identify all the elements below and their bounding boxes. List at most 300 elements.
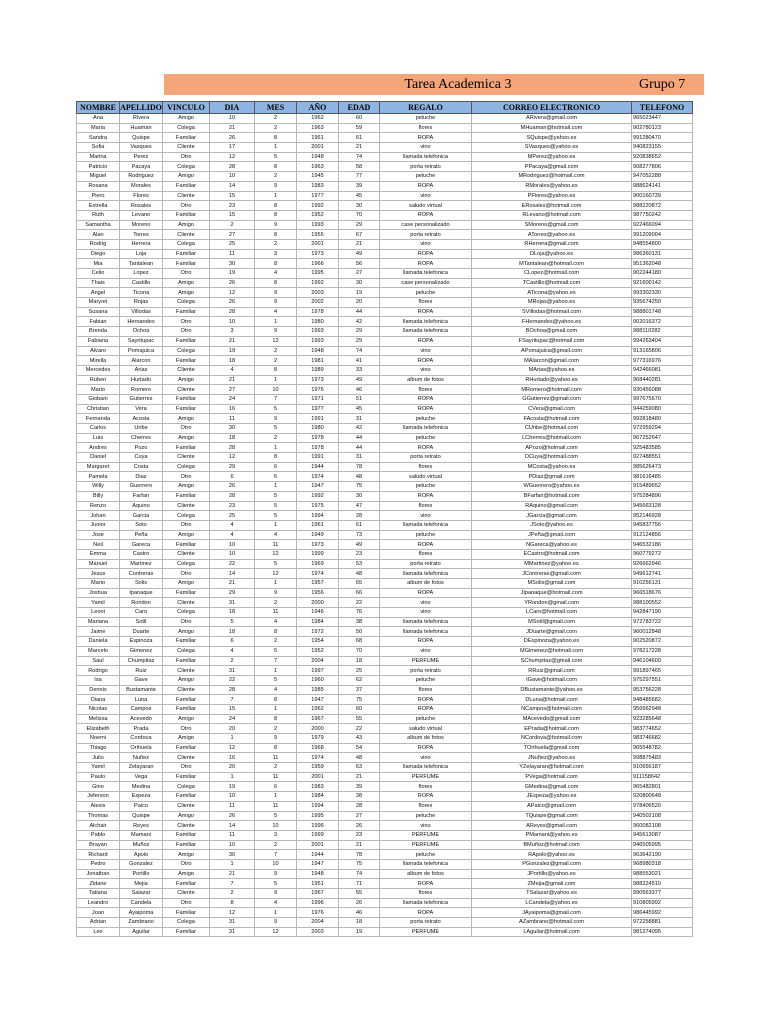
nombre-cell[interactable]: Fabian [77,317,120,327]
telefono-cell[interactable]: 981616485 [632,472,693,482]
dia-cell[interactable]: 15 [210,210,255,220]
apellido-cell[interactable]: Alarcon [120,356,163,366]
telefono-cell[interactable]: 942466081 [632,365,693,375]
edad-cell[interactable]: 48 [339,569,380,579]
vinculo-cell[interactable]: Otro [163,317,210,327]
edad-cell[interactable]: 21 [339,239,380,249]
mes-cell[interactable]: 2 [255,346,297,356]
anio-cell[interactable]: 1952 [297,210,339,220]
anio-cell[interactable]: 1985 [297,685,339,695]
mes-cell[interactable]: 11 [255,801,297,811]
anio-cell[interactable]: 2001 [297,143,339,153]
regalo-cell[interactable]: PERFUME [380,840,472,850]
regalo-cell[interactable]: peluche [380,811,472,821]
vinculo-cell[interactable]: Familiar [163,879,210,889]
telefono-cell[interactable]: 963642190 [632,850,693,860]
mes-cell[interactable]: 5 [255,491,297,501]
correo-cell[interactable]: NGareca@yahoo.es [472,540,632,550]
regalo-cell[interactable]: porta retrato [380,230,472,240]
apellido-cell[interactable]: Sayritupac [120,336,163,346]
apellido-cell[interactable]: Gareca [120,540,163,550]
nombre-cell[interactable]: Manuel [77,559,120,569]
anio-cell[interactable]: 1957 [297,579,339,589]
vinculo-cell[interactable]: Colega [163,559,210,569]
mes-cell[interactable]: 12 [255,549,297,559]
anio-cell[interactable]: 1944 [297,462,339,472]
apellido-cell[interactable]: Nuñez [120,753,163,763]
telefono-cell[interactable]: 967252647 [632,433,693,443]
dia-cell[interactable]: 26 [210,811,255,821]
edad-cell[interactable]: 49 [339,375,380,385]
anio-cell[interactable]: 2004 [297,918,339,928]
dia-cell[interactable]: 10 [210,114,255,124]
dia-cell[interactable]: 26 [210,133,255,143]
vinculo-cell[interactable]: Familiar [163,259,210,269]
dia-cell[interactable]: 29 [210,462,255,472]
nombre-cell[interactable]: Ruben [77,375,120,385]
nombre-cell[interactable]: Piero [77,191,120,201]
dia-cell[interactable]: 18 [210,627,255,637]
regalo-cell[interactable]: vino [380,821,472,831]
nombre-cell[interactable]: Patricio [77,162,120,172]
dia-cell[interactable]: 1 [210,772,255,782]
mes-cell[interactable]: 7 [255,656,297,666]
column-header-nombre[interactable]: NOMBRE [77,102,120,114]
regalo-cell[interactable]: llamada telefonica [380,859,472,869]
telefono-cell[interactable]: 975284896 [632,491,693,501]
telefono-cell[interactable]: 965482801 [632,782,693,792]
edad-cell[interactable]: 19 [339,288,380,298]
apellido-cell[interactable]: Romero [120,385,163,395]
telefono-cell[interactable]: 945663128 [632,501,693,511]
apellido-cell[interactable]: Vasques [120,143,163,153]
vinculo-cell[interactable]: Cliente [163,753,210,763]
dia-cell[interactable]: 10 [210,172,255,182]
correo-cell[interactable]: GMedina@gmail.com [472,782,632,792]
regalo-cell[interactable]: PERFUME [380,772,472,782]
nombre-cell[interactable]: Yamil [77,598,120,608]
mes-cell[interactable]: 1 [255,704,297,714]
mes-cell[interactable]: 8 [255,365,297,375]
vinculo-cell[interactable]: Amigo [163,278,210,288]
mes-cell[interactable]: 7 [255,850,297,860]
vinculo-cell[interactable]: Colega [163,646,210,656]
regalo-cell[interactable]: flores [380,782,472,792]
vinculo-cell[interactable]: Familiar [163,656,210,666]
apellido-cell[interactable]: Aguilar [120,927,163,937]
vinculo-cell[interactable]: Familiar [163,491,210,501]
regalo-cell[interactable]: flores [380,462,472,472]
edad-cell[interactable]: 26 [339,821,380,831]
correo-cell[interactable]: FHernandes@yahoo.es [472,317,632,327]
correo-cell[interactable]: MTantalean@hotmail.com [472,259,632,269]
telefono-cell[interactable]: 920838652 [632,152,693,162]
edad-cell[interactable]: 51 [339,394,380,404]
apellido-cell[interactable]: Ruiz [120,666,163,676]
edad-cell[interactable]: 77 [339,172,380,182]
apellido-cell[interactable]: Castillo [120,278,163,288]
nombre-cell[interactable]: Roxana [77,181,120,191]
anio-cell[interactable]: 1980 [297,317,339,327]
correo-cell[interactable]: GGutierrez@gmail.com [472,394,632,404]
anio-cell[interactable]: 1974 [297,753,339,763]
nombre-cell[interactable]: Daniela [77,637,120,647]
regalo-cell[interactable]: llamada telefonica [380,327,472,337]
correo-cell[interactable]: SVasques@yahoo.es [472,143,632,153]
vinculo-cell[interactable]: Familiar [163,695,210,705]
anio-cell[interactable]: 1947 [297,859,339,869]
dia-cell[interactable]: 4 [210,646,255,656]
regalo-cell[interactable]: saludo virtual [380,472,472,482]
regalo-cell[interactable]: porta retrato [380,918,472,928]
dia-cell[interactable]: 22 [210,559,255,569]
correo-cell[interactable]: MAcevedo@gmail.com [472,714,632,724]
nombre-cell[interactable]: Yamil [77,763,120,773]
regalo-cell[interactable]: flores [380,549,472,559]
vinculo-cell[interactable]: Familiar [163,356,210,366]
nombre-cell[interactable]: Nicolas [77,704,120,714]
anio-cell[interactable]: 1963 [297,162,339,172]
dia-cell[interactable]: 11 [210,830,255,840]
telefono-cell[interactable]: 946104600 [632,656,693,666]
vinculo-cell[interactable]: Familiar [163,840,210,850]
correo-cell[interactable]: PDiaz@gmail.com [472,472,632,482]
regalo-cell[interactable]: vino [380,191,472,201]
anio-cell[interactable]: 1978 [297,307,339,317]
edad-cell[interactable]: 68 [339,637,380,647]
vinculo-cell[interactable]: Familiar [163,307,210,317]
edad-cell[interactable]: 60 [339,114,380,124]
regalo-cell[interactable]: peluche [380,288,472,298]
nombre-cell[interactable]: Marcelo [77,646,120,656]
mes-cell[interactable]: 1 [255,443,297,453]
regalo-cell[interactable]: ROPA [380,356,472,366]
edad-cell[interactable]: 55 [339,714,380,724]
mes-cell[interactable]: 2 [255,172,297,182]
mes-cell[interactable]: 2 [255,123,297,133]
nombre-cell[interactable]: Mirella [77,356,120,366]
edad-cell[interactable]: 37 [339,685,380,695]
dia-cell[interactable]: 16 [210,404,255,414]
correo-cell[interactable]: TSalazar@yahoo.es [472,889,632,899]
correo-cell[interactable]: PMamani@yahoo.es [472,830,632,840]
column-header-telefono[interactable]: TELEFONO [632,102,693,114]
anio-cell[interactable]: 1969 [297,559,339,569]
anio-cell[interactable]: 1978 [297,433,339,443]
mes-cell[interactable]: 10 [255,385,297,395]
apellido-cell[interactable]: Pozo [120,443,163,453]
apellido-cell[interactable]: Huaman [120,123,163,133]
dia-cell[interactable]: 14 [210,569,255,579]
telefono-cell[interactable]: 988100552 [632,598,693,608]
regalo-cell[interactable]: porta retrato [380,453,472,463]
edad-cell[interactable]: 28 [339,511,380,521]
vinculo-cell[interactable]: Amigo [163,375,210,385]
nombre-cell[interactable]: Andres [77,443,120,453]
mes-cell[interactable]: 9 [255,734,297,744]
correo-cell[interactable]: DLoja@yahoo.es [472,249,632,259]
mes-cell[interactable]: 9 [255,298,297,308]
mes-cell[interactable]: 9 [255,181,297,191]
edad-cell[interactable]: 18 [339,918,380,928]
apellido-cell[interactable]: Sotil [120,617,163,627]
regalo-cell[interactable]: ROPA [380,540,472,550]
edad-cell[interactable]: 50 [339,627,380,637]
dia-cell[interactable]: 26 [210,278,255,288]
regalo-cell[interactable]: peluche [380,414,472,424]
telefono-cell[interactable]: 913165806 [632,346,693,356]
nombre-cell[interactable]: Alexis [77,801,120,811]
regalo-cell[interactable]: ROPA [380,133,472,143]
vinculo-cell[interactable]: Familiar [163,181,210,191]
regalo-cell[interactable]: album de fotos [380,579,472,589]
vinculo-cell[interactable]: Cliente [163,191,210,201]
regalo-cell[interactable]: ROPA [380,259,472,269]
nombre-cell[interactable]: Thomas [77,811,120,821]
edad-cell[interactable]: 29 [339,336,380,346]
correo-cell[interactable]: PGonzalez@gmail.com [472,859,632,869]
telefono-cell[interactable]: 908277806 [632,162,693,172]
dia-cell[interactable]: 28 [210,443,255,453]
correo-cell[interactable]: RHerrera@gmail.com [472,239,632,249]
mes-cell[interactable]: 10 [255,821,297,831]
apellido-cell[interactable]: Ayaipoma [120,908,163,918]
vinculo-cell[interactable]: Amigo [163,627,210,637]
edad-cell[interactable]: 21 [339,772,380,782]
vinculo-cell[interactable]: Otro [163,472,210,482]
nombre-cell[interactable]: Miguel [77,172,120,182]
dia-cell[interactable]: 23 [210,201,255,211]
anio-cell[interactable]: 2003 [297,288,339,298]
anio-cell[interactable]: 1992 [297,201,339,211]
mes-cell[interactable]: 2 [255,724,297,734]
apellido-cell[interactable]: Hurtado [120,375,163,385]
correo-cell[interactable]: YRondon@gmail.com [472,598,632,608]
mes-cell[interactable]: 4 [255,307,297,317]
regalo-cell[interactable]: PERFUME [380,656,472,666]
apellido-cell[interactable]: Solis [120,579,163,589]
telefono-cell[interactable]: 965023447 [632,114,693,124]
dia-cell[interactable]: 10 [210,549,255,559]
correo-cell[interactable]: MRomero@hotmail.com [472,385,632,395]
vinculo-cell[interactable]: Familiar [163,540,210,550]
vinculo-cell[interactable]: Colega [163,346,210,356]
nombre-cell[interactable]: Ruth [77,210,120,220]
vinculo-cell[interactable]: Cliente [163,666,210,676]
mes-cell[interactable]: 2 [255,763,297,773]
anio-cell[interactable]: 1991 [297,414,339,424]
apellido-cell[interactable]: Ochoa [120,327,163,337]
apellido-cell[interactable]: Perez [120,152,163,162]
dia-cell[interactable]: 19 [210,782,255,792]
edad-cell[interactable]: 29 [339,327,380,337]
correo-cell[interactable]: ERosales@hotmail.com [472,201,632,211]
apellido-cell[interactable]: Reyes [120,821,163,831]
anio-cell[interactable]: 1963 [297,123,339,133]
dia-cell[interactable]: 31 [210,927,255,937]
edad-cell[interactable]: 39 [339,181,380,191]
telefono-cell[interactable]: 987750242 [632,210,693,220]
telefono-cell[interactable]: 986445992 [632,908,693,918]
vinculo-cell[interactable]: Otro [163,424,210,434]
mes-cell[interactable]: 2 [255,239,297,249]
telefono-cell[interactable]: 956562948 [632,704,693,714]
dia-cell[interactable]: 2 [210,220,255,230]
mes-cell[interactable]: 5 [255,152,297,162]
vinculo-cell[interactable]: Cliente [163,549,210,559]
vinculo-cell[interactable]: Familiar [163,394,210,404]
correo-cell[interactable]: NCordova@hotmail.com [472,734,632,744]
vinculo-cell[interactable]: Familiar [163,927,210,937]
dia-cell[interactable]: 19 [210,346,255,356]
regalo-cell[interactable]: porta retrato [380,559,472,569]
anio-cell[interactable]: 1995 [297,269,339,279]
telefono-cell[interactable]: 983774652 [632,724,693,734]
dia-cell[interactable]: 7 [210,879,255,889]
regalo-cell[interactable]: flores [380,298,472,308]
edad-cell[interactable]: 75 [339,859,380,869]
telefono-cell[interactable]: 994263404 [632,336,693,346]
nombre-cell[interactable]: Diana [77,695,120,705]
nombre-cell[interactable]: Mercedes [77,365,120,375]
anio-cell[interactable]: 1962 [297,114,339,124]
nombre-cell[interactable]: Richard [77,850,120,860]
telefono-cell[interactable]: 988553021 [632,869,693,879]
regalo-cell[interactable]: llamada telefonica [380,898,472,908]
dia-cell[interactable]: 30 [210,424,255,434]
vinculo-cell[interactable]: Otro [163,269,210,279]
mes-cell[interactable]: 4 [255,898,297,908]
mes-cell[interactable]: 1 [255,191,297,201]
dia-cell[interactable]: 21 [210,336,255,346]
correo-cell[interactable]: PVega@hotmail.com [472,772,632,782]
apellido-cell[interactable]: Flores [120,191,163,201]
vinculo-cell[interactable]: Familiar [163,704,210,714]
correo-cell[interactable]: TCastillo@hotmail.com [472,278,632,288]
mes-cell[interactable]: 5 [255,879,297,889]
correo-cell[interactable]: APaico@gmail.com [472,801,632,811]
vinculo-cell[interactable]: Cliente [163,365,210,375]
correo-cell[interactable]: JIpanaque@hotmail.com [472,588,632,598]
anio-cell[interactable]: 1999 [297,830,339,840]
mes-cell[interactable]: 2 [255,637,297,647]
regalo-cell[interactable]: peluche [380,530,472,540]
apellido-cell[interactable]: Herrera [120,239,163,249]
mes-cell[interactable]: 12 [255,927,297,937]
edad-cell[interactable]: 65 [339,579,380,589]
regalo-cell[interactable]: ROPA [380,210,472,220]
dia-cell[interactable]: 27 [210,230,255,240]
regalo-cell[interactable]: vino [380,598,472,608]
edad-cell[interactable]: 31 [339,414,380,424]
telefono-cell[interactable]: 922466094 [632,220,693,230]
telefono-cell[interactable]: 972783722 [632,617,693,627]
correo-cell[interactable]: SChumpitaz@gmail.com [472,656,632,666]
anio-cell[interactable]: 1993 [297,327,339,337]
dia-cell[interactable]: 21 [210,375,255,385]
regalo-cell[interactable]: ROPA [380,792,472,802]
nombre-cell[interactable]: Jeferson [77,792,120,802]
mes-cell[interactable]: 8 [255,627,297,637]
nombre-cell[interactable]: Rodrigo [77,666,120,676]
vinculo-cell[interactable]: Amigo [163,734,210,744]
regalo-cell[interactable]: flores [380,685,472,695]
correo-cell[interactable]: MArias@yahoo.es [472,365,632,375]
anio-cell[interactable]: 1997 [297,666,339,676]
nombre-cell[interactable]: Noemi [77,734,120,744]
edad-cell[interactable]: 78 [339,850,380,860]
apellido-cell[interactable]: Villodas [120,307,163,317]
nombre-cell[interactable]: Thais [77,278,120,288]
nombre-cell[interactable]: Giobani [77,394,120,404]
regalo-cell[interactable]: vino [380,365,472,375]
mes-cell[interactable]: 1 [255,666,297,676]
correo-cell[interactable]: JNuñez@yahoo.es [472,753,632,763]
apellido-cell[interactable]: Quispe [120,811,163,821]
nombre-cell[interactable]: Dennis [77,685,120,695]
telefono-cell[interactable]: 953756228 [632,685,693,695]
mes-cell[interactable]: 11 [255,753,297,763]
nombre-cell[interactable]: Estrella [77,201,120,211]
apellido-cell[interactable]: Orihuela [120,743,163,753]
nombre-cell[interactable]: Diego [77,249,120,259]
correo-cell[interactable]: MHuaman@hotmail.com [472,123,632,133]
mes-cell[interactable]: 10 [255,859,297,869]
telefono-cell[interactable]: 940823155 [632,143,693,153]
nombre-cell[interactable]: Willy [77,482,120,492]
mes-cell[interactable]: 2 [255,840,297,850]
correo-cell[interactable]: JDuarte@gmail.com [472,627,632,637]
telefono-cell[interactable]: 912124856 [632,530,693,540]
vinculo-cell[interactable]: Amigo [163,714,210,724]
edad-cell[interactable]: 23 [339,549,380,559]
regalo-cell[interactable]: ROPA [380,908,472,918]
apellido-cell[interactable]: Castro [120,549,163,559]
mes-cell[interactable]: 5 [255,811,297,821]
telefono-cell[interactable]: 981274095 [632,927,693,937]
vinculo-cell[interactable]: Otro [163,520,210,530]
dia-cell[interactable]: 27 [210,385,255,395]
nombre-cell[interactable]: Billy [77,491,120,501]
apellido-cell[interactable]: Costa [120,462,163,472]
regalo-cell[interactable]: vino [380,753,472,763]
edad-cell[interactable]: 30 [339,201,380,211]
apellido-cell[interactable]: Acosta [120,414,163,424]
vinculo-cell[interactable]: Amigo [163,850,210,860]
dia-cell[interactable]: 26 [210,482,255,492]
vinculo-cell[interactable]: Amigo [163,288,210,298]
vinculo-cell[interactable]: Familiar [163,249,210,259]
mes-cell[interactable]: 5 [255,404,297,414]
dia-cell[interactable]: 18 [210,356,255,366]
edad-cell[interactable]: 29 [339,220,380,230]
dia-cell[interactable]: 31 [210,918,255,928]
edad-cell[interactable]: 63 [339,763,380,773]
dia-cell[interactable]: 18 [210,608,255,618]
mes-cell[interactable]: 3 [255,830,297,840]
apellido-cell[interactable]: Ticona [120,288,163,298]
regalo-cell[interactable]: PERFUME [380,830,472,840]
edad-cell[interactable]: 22 [339,598,380,608]
nombre-cell[interactable]: Mario [77,385,120,395]
vinculo-cell[interactable]: Otro [163,201,210,211]
mes-cell[interactable]: 5 [255,424,297,434]
apellido-cell[interactable]: Contreras [120,569,163,579]
dia-cell[interactable]: 12 [210,288,255,298]
correo-cell[interactable]: LAguilar@hotmail.com [472,927,632,937]
dia-cell[interactable]: 22 [210,675,255,685]
vinculo-cell[interactable]: Familiar [163,336,210,346]
